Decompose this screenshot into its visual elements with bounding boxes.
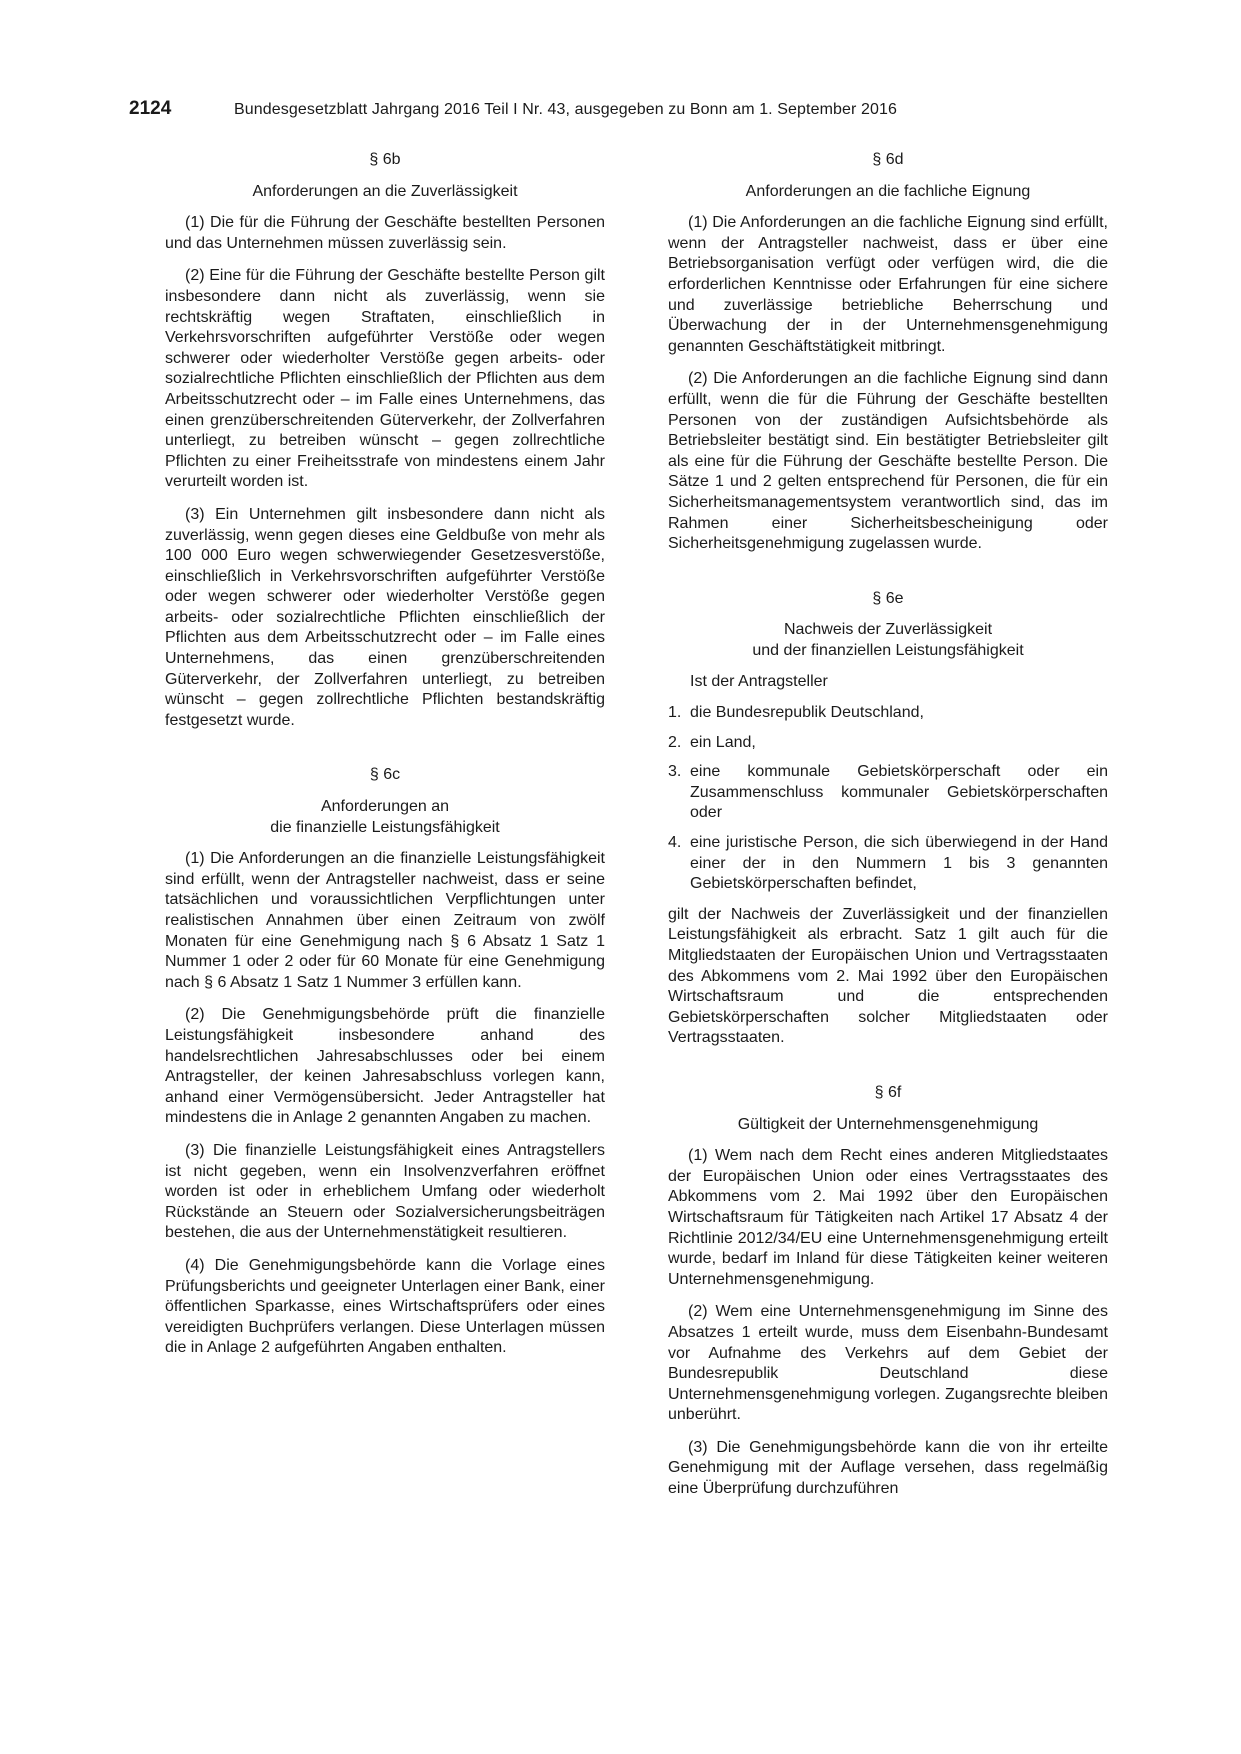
list-item bbox=[668, 762, 1108, 824]
list-item bbox=[668, 733, 1108, 754]
section-title bbox=[668, 620, 1108, 661]
list-item bbox=[668, 703, 1108, 724]
paragraph: gilt der Nachweis der Zuverlässigkeit und der finanziellen Leistungsfähigkeit als erbracht. Satz 1 gilt auch für die Mitgliedstaaten der Europäischen Union und Vertragsstaaten des Abkommens vom 2. Mai 1992 über den Europäischen Wirtschaftsraum und die entsprechenden Gebietskörperschaften solcher Mitgliedstaaten oder Vertragsstaaten. bbox=[668, 905, 1108, 1047]
list-item-text: eine kommunale Gebietskörperschaft oder ein Zusammenschluss kommunaler Gebietskörperschaften oder bbox=[690, 763, 1108, 822]
section-title: Anforderungen an die fachliche Eignung bbox=[745, 182, 1031, 200]
paragraph: (3) Ein Unternehmen gilt insbesondere dann nicht als zuverlässig, wenn gegen dieses eine Geldbuße von mehr als 100 000 Euro wegen schwerwiegender Gesetzesverstöße, einschließlich in Verkehrsvorschriften aufgeführter Verstöße oder wegen schwerer oder wiederholter Verstöße gegen arbeits- oder sozialrechtliche Pflichten einschließlich der Pflichten aus dem Arbeitsschutzrecht oder – im Falle eines Unternehmens, das einen grenzüberschreitenden Güterverkehr, der Zollverfahren unterliegt, zu betreiben wünscht – gegen zollrechtliche Pflichten bestandskräftig festgesetzt wurde. bbox=[165, 505, 605, 729]
section-title bbox=[165, 797, 605, 838]
left-column bbox=[165, 150, 605, 1371]
paragraph: (4) Die Genehmigungsbehörde kann die Vorlage eines Prüfungsberichts und geeigneter Unterlagen einer Bank, einer öffentlichen Sparkasse, eines Wirtschaftsprüfers oder eines vereidigten Buchprüfers verlangen. Diese Unterlagen müssen die in Anlage 2 aufgeführten Angaben enthalten. bbox=[165, 1256, 605, 1357]
right-column bbox=[668, 150, 1108, 1512]
numbered-list bbox=[668, 703, 1108, 895]
list-intro: Ist der Antragsteller bbox=[690, 673, 828, 691]
section-number: § 6d bbox=[872, 151, 904, 168]
section-number: § 6f bbox=[874, 1083, 902, 1101]
paragraph: (2) Wem eine Unternehmensgenehmigung im Sinne des Absatzes 1 erteilt wurde, muss dem Eisenbahn-Bundesamt vor Aufnahme des Verkehrs auf dem Gebiet der Bundesrepublik Deutschland diese Unternehmensgenehmigung vorlegen. Zugangsrechte bleiben unberührt. bbox=[668, 1303, 1108, 1424]
list-item-number: 1. bbox=[668, 704, 682, 722]
section-6e bbox=[668, 589, 1108, 1049]
list-item-number: 3. bbox=[668, 763, 682, 781]
section-title-line: und der finanziellen Leistungsfähigkeit bbox=[752, 641, 1024, 659]
list-item-text: ein Land, bbox=[690, 733, 756, 751]
paragraph: (3) Die finanzielle Leistungsfähigkeit eines Antragstellers ist nicht gegeben, wenn ein Insolvenzverfahren eröffnet worden ist oder in erheblichem Umfang oder wiederholt Rückstände an Steuern oder Sozialversicherungsbeiträgen bestehen, die aus der Unternehmenstätigkeit resultieren. bbox=[165, 1141, 605, 1242]
section-6c bbox=[165, 765, 605, 1358]
list-item-number: 4. bbox=[668, 834, 682, 852]
page-header bbox=[129, 98, 999, 126]
section-6f bbox=[668, 1083, 1108, 1500]
section-title-line: Anforderungen an bbox=[320, 798, 450, 816]
section-number: § 6c bbox=[369, 766, 401, 784]
paragraph: (1) Wem nach dem Recht eines anderen Mitgliedstaates der Europäischen Union oder eines Vertragsstaates des Abkommens vom 2. Mai 1992 über den Europäischen Wirtschaftsraum für Tätigkeiten nach Artikel 17 Absatz 4 der Richtlinie 2012/34/EU eine Unternehmensgenehmigung erteilt wurde, bedarf im Inland für diese Tätigkeiten keiner weiteren Unternehmensgenehmigung. bbox=[668, 1147, 1108, 1288]
paragraph: (3) Die Genehmigungsbehörde kann die von ihr erteilte Genehmigung mit der Auflage versehen, dass regelmäßig eine Überprüfung durchzuführen bbox=[668, 1438, 1108, 1498]
section-number: § 6e bbox=[872, 589, 904, 607]
section-title: Anforderungen an die Zuverlässigkeit bbox=[252, 182, 518, 200]
list-item-text: eine juristische Person, die sich überwiegend in der Hand einer der in den Nummern 1 bis 3 genannten Gebietskörperschaften befindet, bbox=[690, 834, 1108, 893]
paragraph: (2) Die Anforderungen an die fachliche Eignung sind dann erfüllt, wenn die für die Führung der Geschäfte bestellten Personen von der zuständigen Aufsichtsbehörde als Betriebsleiter bestätigt sind. Ein bestätigter Betriebsleiter gilt als eine für die Führung der Geschäfte bestellte Person. Die Sätze 1 und 2 gelten entsprechend für Personen, die für ein Sicherheitsmanagementsystem verantwortlich sind, das im Rahmen einer Sicherheitsbescheinigung oder Sicherheitsgenehmigung zugelassen wurde. bbox=[668, 370, 1108, 553]
list-item-text: die Bundesrepublik Deutschland, bbox=[690, 704, 924, 722]
section-6b bbox=[165, 150, 605, 731]
gazette-title: Bundesgesetzblatt Jahrgang 2016 Teil I Nr. 43, ausgegeben zu Bonn am 1. September 2016 bbox=[234, 101, 897, 118]
list-item-number: 2. bbox=[668, 733, 682, 751]
section-6d bbox=[668, 150, 1108, 555]
page-number: 2124 bbox=[129, 98, 172, 119]
list-item bbox=[668, 833, 1108, 895]
paragraph: (1) Die Anforderungen an die finanzielle Leistungsfähigkeit sind erfüllt, wenn der Antragsteller nachweist, dass er seine tatsächlichen und voraussichtlichen Verpflichtungen unter realistischen Annahmen über einen Zeitraum von zwölf Monaten für eine Genehmigung nach § 6 Absatz 1 Satz 1 Nummer 1 oder 2 oder für 60 Monate für eine Genehmigung nach § 6 Absatz 1 Satz 1 Nummer 3 erfüllen kann. bbox=[165, 850, 605, 991]
paragraph: (1) Die für die Führung der Geschäfte bestellten Personen und das Unternehmen müssen zuverlässig sein. bbox=[165, 214, 605, 252]
section-title-line: die finanzielle Leistungsfähigkeit bbox=[270, 818, 500, 836]
paragraph: (2) Die Genehmigungsbehörde prüft die finanzielle Leistungsfähigkeit insbesondere anhand des handelsrechtlichen Jahresabschlusses oder bei einem Antragsteller, der keinen Jahresabschluss vorlegen kann, anhand einer Vermögensübersicht. Jeder Antragsteller hat mindestens die in Anlage 2 genannten Angaben zu machen. bbox=[165, 1006, 605, 1127]
section-number: § 6b bbox=[369, 151, 401, 168]
section-title-line: Nachweis der Zuverlässigkeit bbox=[783, 621, 993, 639]
section-title: Gültigkeit der Unternehmensgenehmigung bbox=[737, 1115, 1039, 1133]
paragraph: (2) Eine für die Führung der Geschäfte bestellte Person gilt insbesondere dann nicht als zuverlässig, wenn sie rechtskräftig wegen Straftaten, einschließlich in Verkehrsvorschriften aufgeführter Verstöße oder wegen schwerer oder wiederholter Verstöße gegen arbeits- oder sozialrechtliche Pflichten einschließlich der Pflichten aus dem Arbeitsschutzrecht oder – im Falle eines Unternehmens, das einen grenzüberschreitenden Güterverkehr, der Zollverfahren unterliegt, zu betreiben wünscht – gegen zollrechtliche Pflichten zu einer Freiheitsstrafe von mindestens einem Jahr verurteilt worden ist. bbox=[165, 267, 605, 491]
paragraph: (1) Die Anforderungen an die fachliche Eignung sind erfüllt, wenn der Antragsteller nachweist, dass er über eine Betriebsorganisation verfügt oder verfügen wird, die die erforderlichen Kenntnisse oder Erfahrungen für eine sichere und zuverlässige betriebliche Beherrschung und Überwachung der in der Unternehmensgenehmigung genannten Geschäftstätigkeit mitbringt. bbox=[668, 214, 1108, 355]
